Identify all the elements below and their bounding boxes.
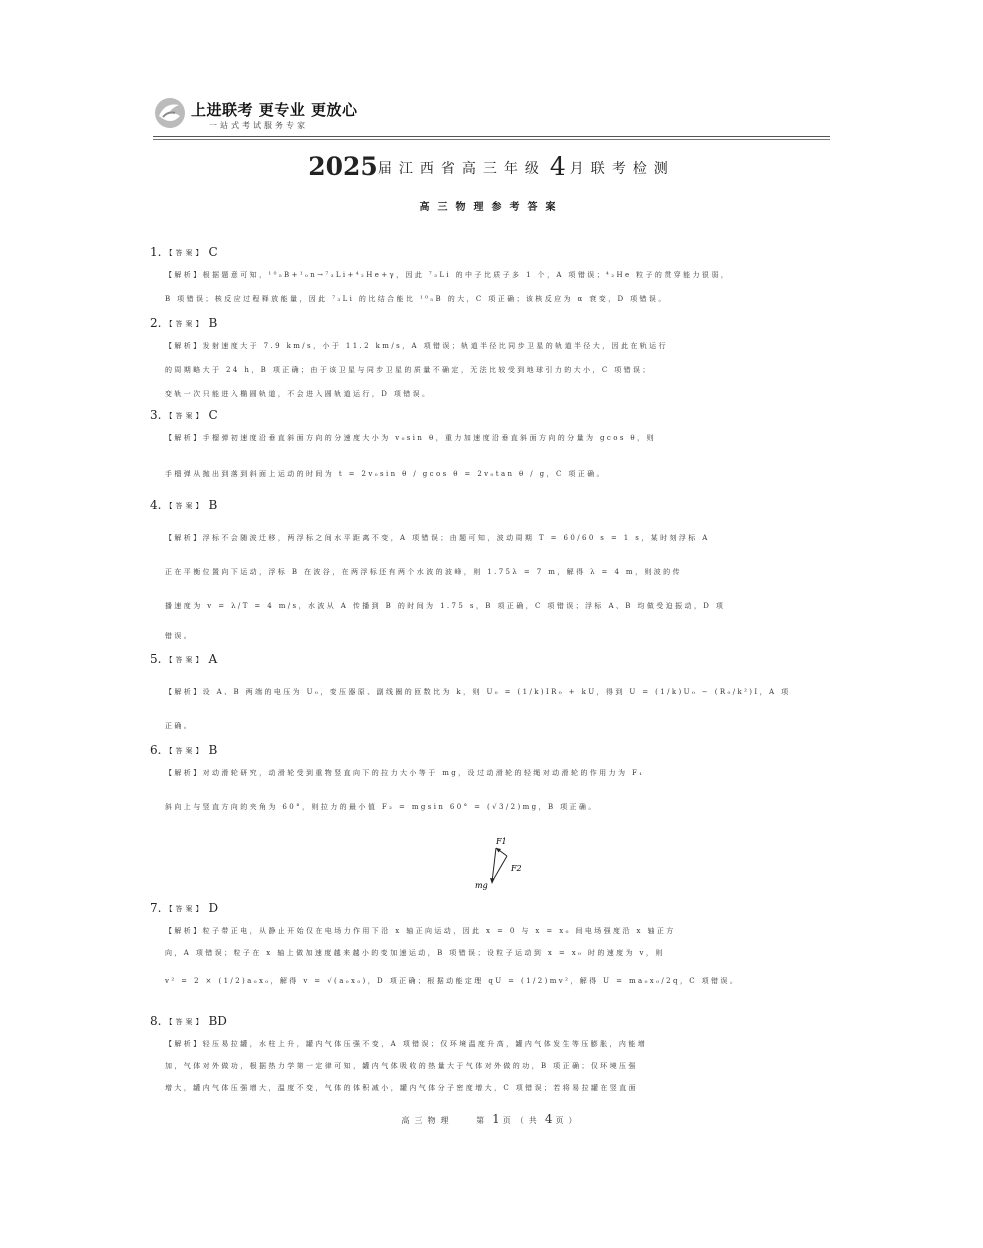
question-3 xyxy=(150,407,830,489)
answer-value: B xyxy=(208,316,218,330)
question-number: 1. xyxy=(150,245,162,259)
question-7 xyxy=(150,900,830,1006)
header-rule xyxy=(153,136,830,137)
answer-value: B xyxy=(208,498,218,512)
answer-tag: 【答案】 xyxy=(165,502,206,510)
logo-slogan: 上进联考 更专业 更放心 xyxy=(191,101,358,119)
explain-line: 发射速度大于 7.9 km/s，小于 11.2 km/s，A 项错误；轨道半径比同步卫星的轨道半径大，因此在轨运行 xyxy=(202,342,668,350)
page-subtitle: 高三物理参考答案 xyxy=(419,202,564,213)
logo-emblem-icon xyxy=(153,96,187,130)
question-number: 8. xyxy=(150,1014,162,1028)
page-footer xyxy=(0,1112,983,1126)
answer-value: BD xyxy=(208,1014,227,1028)
footer-subject: 高三物理 xyxy=(401,1116,454,1125)
f1-label: F1 xyxy=(496,837,507,846)
title-month: 4 xyxy=(549,152,566,181)
explain-line: 粒子带正电，从静止开始仅在电场力作用下沿 x 轴正向运动，因此 x = 0 与 x = x₀ 间电场强度沿 x 轴正方 xyxy=(202,927,676,935)
force-diagram xyxy=(470,830,530,892)
explain-line: 正确。 xyxy=(165,722,194,730)
answer-tag: 【答案】 xyxy=(165,412,206,420)
answer-tag: 【答案】 xyxy=(165,249,206,257)
answer-value: B xyxy=(208,743,218,757)
answer-value: C xyxy=(208,408,218,422)
answer-value: D xyxy=(208,901,219,915)
answer-tag: 【答案】 xyxy=(165,656,206,664)
arrow-head-icon xyxy=(490,878,495,884)
explain-line: 向，A 项错误；粒子在 x 轴上做加速度越来越小的变加速运动，B 项错误；设粒子运动到 x = x₀ 时的速度为 v，则 xyxy=(165,949,665,957)
explain-line: 设 A、B 两端的电压为 U₀，变压器原、副线圈的匝数比为 k，则 U₀ = (1/k)IR₀ + kU，得到 U = (1/k)U₀ − (R₀/k²)I，A 项 xyxy=(202,688,791,696)
explain-line: 手榴弹从抛出到落到斜面上运动的时间为 t = 2v₀sin θ / gcos θ = 2v₀tan θ / g，C 项正确。 xyxy=(165,470,606,478)
explain-tag: 【解析】 xyxy=(165,688,203,696)
title-mid: 届江西省高三年级 xyxy=(377,161,546,177)
footer-pre: 第 xyxy=(476,1116,490,1125)
explain-line: 对动滑轮研究，动滑轮受到重物竖直向下的拉力大小等于 mg，设过动滑轮的轻绳对动滑轮的作用力为 F₁ xyxy=(202,769,645,777)
header-rule-thin xyxy=(153,139,830,140)
title-year: 2025 xyxy=(308,152,378,181)
explain-line: 浮标不会随波迁移，两浮标之间水平距离不变，A 项错误；由题可知，波动周期 T = 60/60 s = 1 s，某时刻浮标 A xyxy=(202,534,710,542)
question-number: 5. xyxy=(150,652,162,666)
explain-line: v² = 2 × (1/2)a₀x₀，解得 v = √(a₀x₀)，D 项正确；根据动能定理 qU = (1/2)mv²，解得 U = ma₀x₀/2q，C 项错误。 xyxy=(165,977,740,985)
explain-line: 斜向上与竖直方向的夹角为 60°，则拉力的最小值 F₂ = mgsin 60° = (√3/2)mg，B 项正确。 xyxy=(165,803,598,811)
explain-line: 正在平衡位置向下运动，浮标 B 在波谷，在两浮标还有两个水波的波峰，则 1.75λ = 7 m，解得 λ = 4 m，则波的传 xyxy=(165,568,682,576)
explain-line: 手榴弹初速度沿垂直斜面方向的分速度大小为 v₀sin θ，重力加速度沿垂直斜面方向的分量为 gcos θ，则 xyxy=(202,434,656,442)
footer-page: 1 xyxy=(492,1112,500,1126)
question-number: 4. xyxy=(150,498,162,512)
question-8 xyxy=(150,1013,830,1099)
explain-line: 播速度为 v = λ/T = 4 m/s，水波从 A 传播到 B 的时间为 1.75 s，B 项正确，C 项错误；浮标 A、B 均做受迫振动，D 项 xyxy=(165,602,726,610)
mg-label: mg xyxy=(475,881,488,890)
explain-tag: 【解析】 xyxy=(165,434,203,442)
brand-logo xyxy=(153,96,363,136)
explain-tag: 【解析】 xyxy=(165,1040,203,1048)
explain-line: 变轨一次只能进入椭圆轨道，不会进入圆轨道运行，D 项错误。 xyxy=(165,390,432,398)
answer-tag: 【答案】 xyxy=(165,1018,206,1026)
answer-tag: 【答案】 xyxy=(165,320,206,328)
page-title xyxy=(0,152,983,181)
explain-tag: 【解析】 xyxy=(165,271,203,279)
title-end: 月联考检测 xyxy=(569,161,675,177)
answer-tag: 【答案】 xyxy=(165,905,206,913)
question-4 xyxy=(150,497,830,645)
explain-line: 轻压易拉罐，水柱上升，罐内气体压强不变，A 项错误；仅环境温度升高，罐内气体发生等压膨胀，内能增 xyxy=(202,1040,648,1048)
explain-tag: 【解析】 xyxy=(165,927,203,935)
explain-tag: 【解析】 xyxy=(165,769,203,777)
question-number: 6. xyxy=(150,743,162,757)
footer-mid: 页（共 xyxy=(502,1116,542,1125)
question-5 xyxy=(150,651,830,735)
explain-tag: 【解析】 xyxy=(165,342,203,350)
question-2 xyxy=(150,315,830,407)
footer-total: 4 xyxy=(544,1112,553,1126)
explain-line: 增大，罐内气体压强增大，温度不变，气体的体积减小，罐内气体分子密度增大，C 项错误；若将易拉罐在竖直面 xyxy=(165,1084,638,1092)
explain-line: 根据题意可知，¹⁰₅B+¹₀n→⁷₃Li+⁴₂He+γ，因此 ⁷₃Li 的中子比质子多 1 个，A 项错误；⁴₂He 粒子的贯穿能力很弱， xyxy=(202,271,731,279)
question-number: 7. xyxy=(150,901,162,915)
explain-line: 的周期略大于 24 h，B 项正确；由于该卫星与同步卫星的质量不确定，无法比较受到地球引力的大小，C 项错误； xyxy=(165,366,652,374)
footer-post: 页） xyxy=(555,1116,582,1125)
f2-label: F2 xyxy=(511,864,522,873)
explain-line: 加，气体对外做功，根据热力学第一定律可知，罐内气体吸收的热量大于气体对外做的功，B 项正确；仅环境压强 xyxy=(165,1062,638,1070)
answer-tag: 【答案】 xyxy=(165,747,206,755)
logo-subtitle: 一站式考试服务专家 xyxy=(209,121,308,130)
question-number: 2. xyxy=(150,316,162,330)
question-number: 3. xyxy=(150,408,162,422)
answer-value: C xyxy=(208,245,218,259)
explain-tag: 【解析】 xyxy=(165,534,203,542)
explain-line: 错误。 xyxy=(165,632,194,640)
answer-value: A xyxy=(208,652,218,666)
arrow-head-icon xyxy=(496,848,501,853)
explain-line: B 项错误；核反应过程释放能量，因此 ⁷₃Li 的比结合能比 ¹⁰₅B 的大，C 项正确；该核反应为 α 衰变，D 项错误。 xyxy=(165,295,668,303)
question-6 xyxy=(150,742,830,822)
question-1 xyxy=(150,244,830,312)
